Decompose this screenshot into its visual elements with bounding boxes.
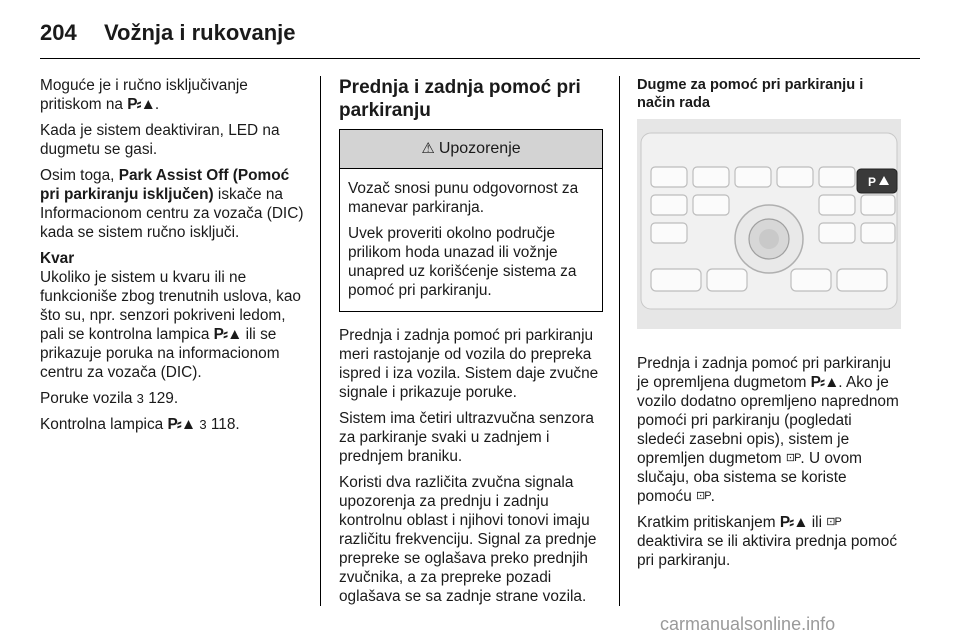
column-divider xyxy=(320,76,321,606)
svg-text:P: P xyxy=(868,175,877,189)
park-assist-icon: P⸗▲ xyxy=(213,326,242,343)
warning-triangle-icon: ⚠ xyxy=(421,140,435,157)
section-heading: Dugme za pomoć pri parkiranju i način rada xyxy=(637,77,864,111)
page-header xyxy=(40,18,920,58)
cross-reference[interactable]: Poruke vozila 3 129. xyxy=(40,390,179,407)
park-assist-icon: P⸗▲ xyxy=(127,96,155,113)
paragraph: Osim toga, Park Assist Off (Pomoć pri parkiranju isključen) iskače na Informacionom centru za vozača (DIC) kada se sistem ručno isključi. xyxy=(40,167,304,241)
cross-reference[interactable]: Kontrolna lampica P⸗▲ 3 118. xyxy=(40,416,240,433)
column-3 xyxy=(637,76,903,577)
warning-body xyxy=(340,169,602,311)
column-divider xyxy=(619,76,620,606)
page-number: 204 xyxy=(40,20,77,45)
park-assist-icon: P⸗▲ xyxy=(167,416,196,433)
advanced-park-icon: ⊡P xyxy=(785,452,801,464)
paragraph: Vozač snosi punu odgovornost za manevar parkiranja. xyxy=(348,180,579,216)
arrow-ref-icon: 3 xyxy=(136,391,144,406)
page-title: Vožnja i rukovanje xyxy=(104,20,296,45)
arrow-ref-icon: 3 xyxy=(199,417,207,432)
paragraph: Kada je sistem deaktiviran, LED na dugmetu se gasi. xyxy=(40,122,280,158)
paragraph: Ukoliko je sistem u kvaru ili ne funkcioniše zbog trenutnih uslova, kao što su, npr. senzori pokriveni ledom, pali se kontrolna lampica P⸗▲ ili se prikazuje poruka na informacionom centru za vozača (DIC). xyxy=(40,269,301,381)
paragraph: Prednja i zadnja pomoć pri parkiranju je opremljena dugmetom P⸗▲. Ako je vozilo dodatno opremljeno naprednom pomoći pri parkiranju (pogledati sledeći zasebni opis), sistem je opremljen dugmetom ⊡P. U ovom slučaju, oba sistema se koriste pomoću ⊡P. xyxy=(637,355,899,505)
column-1 xyxy=(40,76,308,441)
paragraph: Prednja i zadnja pomoć pri parkiranju meri rastojanje od vozila do prepreka ispred i iza vozila. Sistem daje zvučne signale i prikazuje poruke. xyxy=(339,327,599,401)
watermark: carmanualsonline.info xyxy=(660,614,836,634)
park-assist-icon: P⸗▲ xyxy=(779,514,808,531)
park-assist-icon: P⸗▲ xyxy=(810,374,839,391)
advanced-park-icon: ⊡P xyxy=(696,490,711,502)
advanced-park-icon: ⊡P xyxy=(826,516,841,528)
section-heading-fault: Kvar xyxy=(40,250,75,267)
paragraph: Kratkim pritiskanjem P⸗▲ ili ⊡P deaktivira se ili aktivira prednja pomoć pri parkiranju. xyxy=(637,514,898,569)
paragraph: Sistem ima četiri ultrazvučna senzora za parkiranje svaki u zadnjem i prednjem braniku. xyxy=(339,410,594,465)
section-heading: Prednja i zadnja pomoć pri parkiranju xyxy=(339,77,581,121)
header-rule xyxy=(40,58,920,59)
paragraph: Koristi dva različita zvučna signala upozorenja za prednju i zadnju kontrolnu oblast i njihovi tonovi imaju različitu frekvenciju. Signal za prednje prepreke se oglašava preko prednjih zvučnika, a za prepreke pozadi oglašava se sa zadnje strane vozila. xyxy=(339,474,597,605)
center-console-photo xyxy=(637,119,901,329)
paragraph: Uvek proveriti okolno područje prilikom hoda unazad ili vožnje unapred uz korišćenje sistema za pomoć pri parkiranju. xyxy=(348,225,577,299)
warning-box xyxy=(339,129,603,312)
column-2 xyxy=(339,76,603,613)
paragraph: Moguće je i ručno isključivanje pritiskom na P⸗▲. xyxy=(40,77,248,113)
warning-header: ⚠ Upozorenje xyxy=(340,130,602,169)
